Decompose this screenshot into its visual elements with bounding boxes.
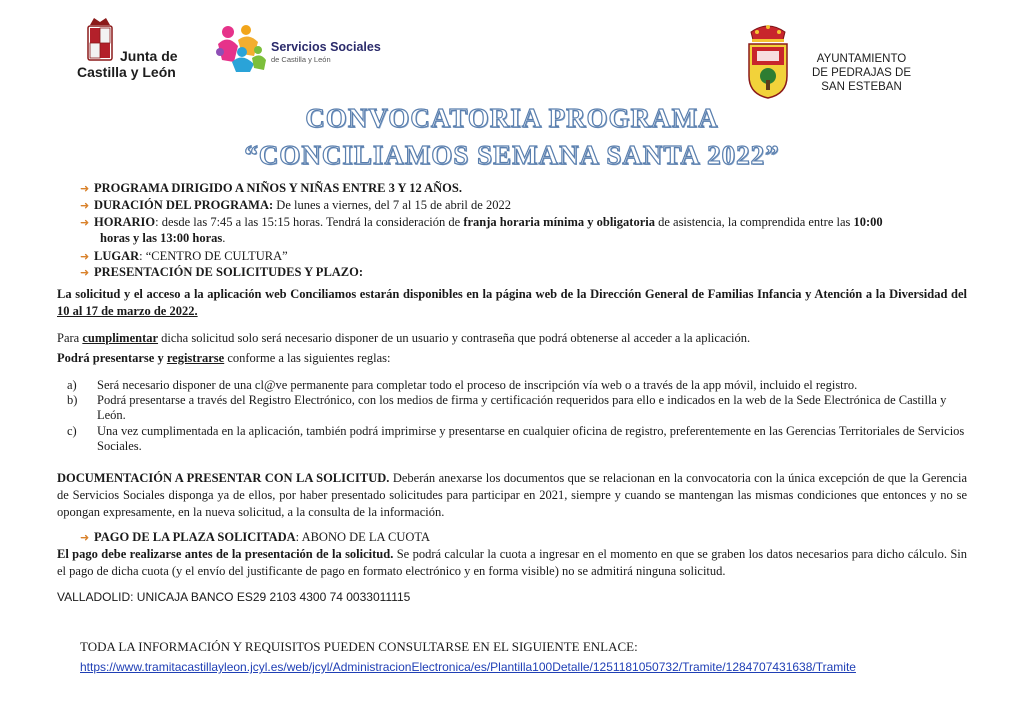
bullet-pago-label: PAGO DE LA PLAZA SOLICITADA bbox=[94, 530, 296, 544]
list-item-text: Podrá presentarse a través del Registro Electrónico, con los medios de firma y certificación requeridos para ello e indicados en la web de la Sede Electrónica de Castilla y León. bbox=[97, 393, 947, 422]
bullet-lugar bbox=[80, 248, 288, 265]
bullet-horario-label: HORARIO bbox=[94, 215, 156, 229]
list-item-letter: b) bbox=[67, 393, 78, 407]
paragraph-solicitud-text: La solicitud y el acceso a la aplicación web Conciliamos estarán disponibles en la página web de la Dirección General de Familias Infancia y Atención a la Diversidad del bbox=[57, 287, 967, 301]
bullet-arrow-icon: ➜ bbox=[80, 531, 90, 544]
tramite-link[interactable]: https://www.tramitacastillayleon.jcyl.es/web/jcyl/AdministracionElectronica/es/Plantilla100Detalle/1251181050732/Tramite/1284707431638/Tramite bbox=[80, 660, 856, 674]
list-item bbox=[67, 393, 967, 423]
paragraph-solicitud bbox=[57, 286, 967, 320]
bullet-presentacion-text: PRESENTACIÓN DE SOLICITUDES Y PLAZO: bbox=[94, 265, 364, 279]
servicios-sociales-title: Servicios Sociales bbox=[271, 40, 381, 54]
paragraph-registrarse-u1: registrarse bbox=[166, 351, 225, 365]
bullet-programa bbox=[80, 180, 462, 197]
list-item-text: Una vez cumplimentada en la aplicación, también podrá imprimirse y presentarse en cualquier oficina de registro, preferentemente en las Gerencias Territoriales de Servicios Sociales. bbox=[97, 424, 965, 453]
bullet-horario-cont bbox=[100, 231, 225, 246]
list-item bbox=[67, 378, 967, 393]
paragraph-pago-text: Se podrá calcular la cuota a ingresar en el momento en que se graben los datos necesarios para dicho cálculo. Sin el pago de dicha cuota (y el envío del justificante de pago en formato electrónico y en forma visible) no se admitirá ninguna solicitud. bbox=[57, 547, 967, 578]
paragraph-cumplimentar-t1: Para bbox=[57, 331, 83, 345]
bullet-presentacion bbox=[80, 264, 363, 281]
list-item-letter: a) bbox=[67, 378, 77, 392]
bullet-horario bbox=[80, 214, 960, 231]
list-item-text: Será necesario disponer de una cl@ve permanente para completar todo el proceso de inscripción vía web o a través de la app móvil, incluido el registro. bbox=[97, 378, 858, 392]
bullet-horario-text2: de asistencia, la comprendida entre las bbox=[654, 215, 854, 229]
ayuntamiento-line2: DE PEDRAJAS DE bbox=[811, 67, 912, 79]
page-title-line1: CONVOCATORIA PROGRAMA bbox=[305, 103, 719, 133]
bank-account: VALLADOLID: UNICAJA BANCO ES29 2103 4300 74 0033011115 bbox=[57, 590, 411, 604]
bullet-duracion bbox=[80, 197, 511, 214]
bullet-horario-bold2: 10:00 bbox=[853, 215, 883, 229]
bullet-horario-text1: : desde las 7:45 a las 15:15 horas. Tendrá la consideración de bbox=[155, 215, 464, 229]
paragraph-registrarse bbox=[57, 350, 967, 367]
paragraph-pago-bold: El pago debe realizarse antes de la presentación de la solicitud. bbox=[57, 547, 394, 561]
ayuntamiento-name bbox=[804, 52, 919, 94]
paragraph-solicitud-dates: 10 al 17 de marzo de 2022. bbox=[57, 304, 198, 318]
page-title-line2: “CONCILIAMOS SEMANA SANTA 2022” bbox=[244, 140, 780, 170]
jcyl-logo-line1: Junta de bbox=[120, 48, 178, 64]
jcyl-logo-line2: Castilla y León bbox=[77, 64, 176, 80]
paragraph-cumplimentar bbox=[57, 330, 967, 347]
bullet-lugar-label: LUGAR bbox=[94, 249, 140, 263]
footer-info: TODA LA INFORMACIÓN Y REQUISITOS PUEDEN CONSULTARSE EN EL SIGUIENTE ENLACE: bbox=[80, 639, 638, 654]
paragraph-documentacion-text: Deberán anexarse los documentos que se relacionan en la convocatoria con la única excepción de que la Gerencia de Servicios Sociales disponga ya de ellos, por haber presentado solicitudes para participar en 2021, siempre y cuando se mantengan las mismas condiciones que entonces y no se opongan expresamente, en la nueva solicitud, a la consulta de la información. bbox=[57, 471, 967, 519]
bullet-arrow-icon: ➜ bbox=[80, 182, 90, 195]
bullet-lugar-text: : “CENTRO DE CULTURA” bbox=[139, 249, 288, 263]
bullet-horario-bold3: horas y las 13:00 horas bbox=[100, 231, 223, 245]
paragraph-cumplimentar-t2: dicha solicitud solo será necesario disponer de un usuario y contraseña que podrá obtenerse al acceder a la aplicación. bbox=[158, 331, 751, 345]
paragraph-pago bbox=[57, 546, 967, 580]
servicios-sociales-subtitle: de Castilla y León bbox=[271, 55, 331, 64]
junta-castilla-leon-shield-logo bbox=[86, 16, 114, 62]
servicios-sociales-figures-logo bbox=[214, 22, 266, 72]
bullet-horario-bold1: franja horaria mínima y obligatoria bbox=[463, 215, 655, 229]
paragraph-registrarse-t1: Podrá presentarse y bbox=[57, 351, 167, 365]
paragraph-cumplimentar-u1: cumplimentar bbox=[82, 331, 159, 345]
bullet-duracion-label: DURACIÓN DEL PROGRAMA: bbox=[94, 198, 274, 212]
bullet-arrow-icon: ➜ bbox=[80, 250, 90, 263]
list-item-letter: c) bbox=[67, 424, 77, 438]
ayuntamiento-line3: SAN ESTEBAN bbox=[821, 81, 902, 93]
list-item bbox=[67, 424, 967, 454]
ayuntamiento-line1: AYUNTAMIENTO bbox=[816, 53, 907, 65]
bullet-arrow-icon: ➜ bbox=[80, 266, 90, 279]
bullet-arrow-icon: ➜ bbox=[80, 199, 90, 212]
bullet-arrow-icon: ➜ bbox=[80, 216, 90, 229]
paragraph-registrarse-t2: conforme a las siguientes reglas: bbox=[224, 351, 391, 365]
paragraph-documentacion-label: DOCUMENTACIÓN A PRESENTAR CON LA SOLICITUD. bbox=[57, 471, 390, 485]
bullet-duracion-text: De lunes a viernes, del 7 al 15 de abril de 2022 bbox=[273, 198, 511, 212]
ayuntamiento-coat-of-arms-logo bbox=[743, 22, 793, 100]
bullet-programa-text: PROGRAMA DIRIGIDO A NIÑOS Y NIÑAS ENTRE 3 Y 12 AÑOS. bbox=[94, 181, 462, 195]
bullet-pago-rest: : ABONO DE LA CUOTA bbox=[295, 530, 431, 544]
bullet-horario-end: . bbox=[222, 231, 226, 245]
bullet-pago bbox=[80, 529, 430, 546]
paragraph-documentacion bbox=[57, 470, 967, 521]
